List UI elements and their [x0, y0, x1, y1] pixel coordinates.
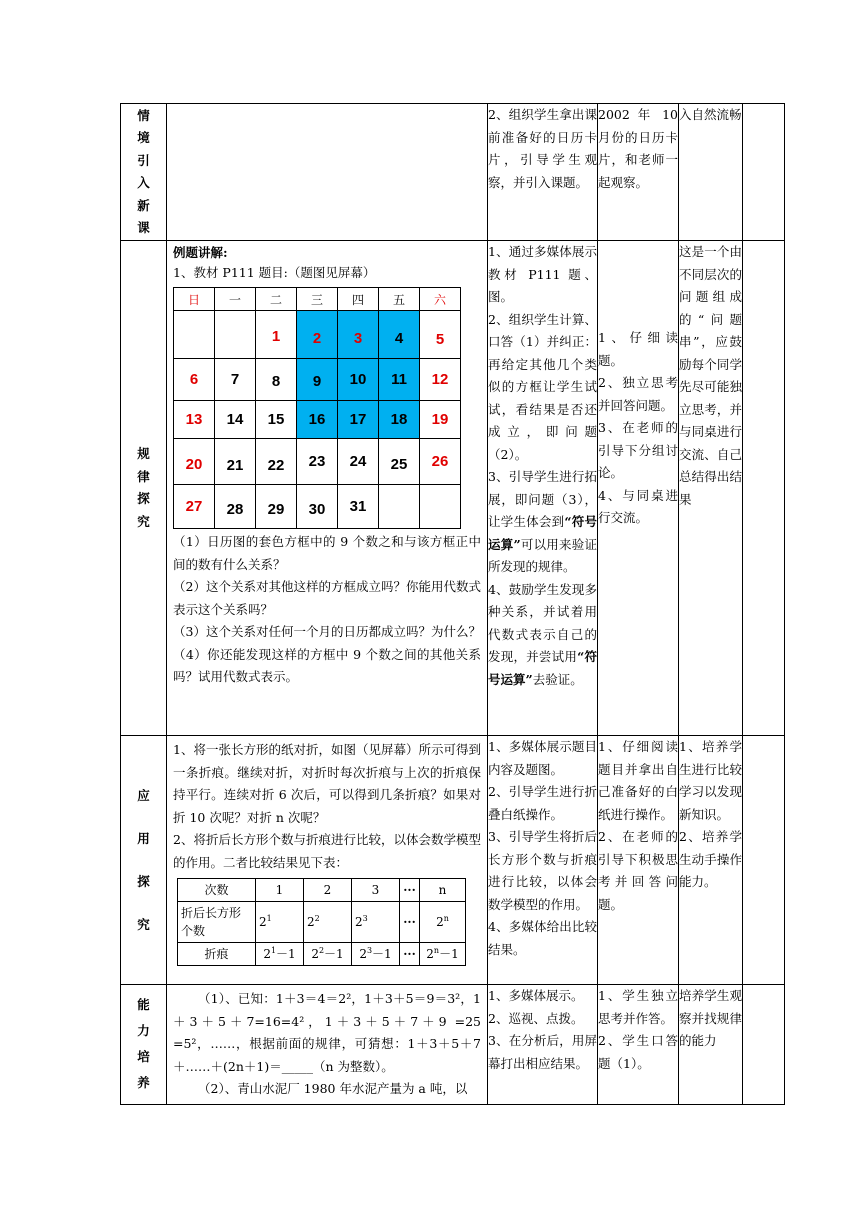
calendar-week: [174, 439, 461, 485]
calendar-day: 5: [420, 311, 461, 359]
teacher-step: 4、多媒体给出比较结果。: [488, 919, 597, 957]
fold-compare-table: [177, 878, 466, 966]
calendar-week: [174, 311, 461, 359]
calendar-day: 7: [215, 359, 256, 401]
calendar-day-highlight: 2: [297, 311, 338, 359]
calendar-day-highlight: 11: [379, 359, 420, 401]
calendar-week: [174, 485, 461, 529]
stage-label-explore: 规 律 探 究: [121, 241, 167, 736]
fold-label: 折痕: [178, 943, 256, 966]
question-4: （4）你还能发现这样的方框中 9 个数之间的其他关系吗？试用代数式表示。: [173, 646, 481, 684]
note-cell-ability: [743, 985, 785, 1105]
calendar-day: 14: [215, 401, 256, 439]
calendar-day: 8: [256, 359, 297, 401]
intent-item: 2、培养学生动手操作能力。: [679, 829, 742, 889]
intent-cell-intro: 入自然流畅: [679, 104, 743, 241]
calendar-day-highlight: 17: [338, 401, 379, 439]
weekday-label: 六: [420, 288, 461, 311]
teacher-step: 3、引导学生将折后长方形个数与折痕进行比较，以体会数学模型的作用。: [488, 829, 597, 912]
calendar-day-highlight: 4: [379, 311, 420, 359]
question-2: （2）这个关系对其他这样的方框成立吗？你能用代数式表示这个关系吗？: [173, 579, 481, 617]
calendar-day: 26: [420, 439, 461, 485]
student-step: 4、与同桌进行交流。: [598, 487, 678, 525]
calendar-day: 13: [174, 401, 215, 439]
fold-cell: $2^3$: [352, 902, 400, 943]
weekday-label: 五: [379, 288, 420, 311]
weekday-label: 一: [215, 288, 256, 311]
weekday-label: 日: [174, 288, 215, 311]
calendar-day: 6: [174, 359, 215, 401]
calendar-day: [215, 311, 256, 359]
teacher-cell-explore: [488, 241, 598, 736]
calendar-day: 1: [256, 311, 297, 359]
intent-cell-apply: [679, 736, 743, 985]
teacher-step: 4、鼓励学生发现多种关系，并试着用代数式表示自己的发现，并尝试用“符号运算”去验证。: [488, 581, 597, 687]
student-step: 2、学生口答题（1）。: [598, 1033, 678, 1071]
fold-col: 3: [352, 879, 400, 902]
note-cell-intro: [743, 104, 785, 241]
exercise-1: （1）、已知：1＋3＝4＝2²，1＋3＋5＝9＝3²，1＋3＋5＋7=16=4²，1＋3＋5＋7＋9 =25 =5²，……，根据前面的规律，可猜想：1＋3＋5＋7＋……＋(2n＋1)＝_____（n 为整数）。: [173, 991, 481, 1074]
calendar-day: [174, 311, 215, 359]
note-cell-explore: [743, 241, 785, 736]
intent-cell-explore: 这是一个由不同层次的问题组成的“问题串”，应鼓励每个同学先尽可能独立思考，并与同桌进行交流、自己总结得出结果: [679, 241, 743, 736]
teacher-step: 1、多媒体展示题目内容及题图。: [488, 739, 597, 777]
calendar-day: 30: [297, 485, 338, 529]
intent-cell-ability: 培养学生观察并找规律的能力: [679, 985, 743, 1105]
calendar-day-highlight: 18: [379, 401, 420, 439]
fold-cell: $2^1$: [256, 902, 304, 943]
calendar-day: 24: [338, 439, 379, 485]
calendar-day: 31: [338, 485, 379, 529]
fold-cell: 2$^n$: [420, 902, 466, 943]
calendar-day: 21: [215, 439, 256, 485]
student-step: 2、独立思考并回答问题。: [598, 375, 678, 413]
teacher-cell-ability: [488, 985, 598, 1105]
student-cell-ability: [598, 985, 679, 1105]
calendar-day: 22: [256, 439, 297, 485]
calendar-day: 19: [420, 401, 461, 439]
calendar-day-highlight: 9: [297, 359, 338, 401]
teacher-step: 1、多媒体展示。: [488, 988, 584, 1003]
student-step: 1、仔细阅读题目并拿出自己准备好的白纸进行操作。: [598, 739, 678, 822]
fold-cell: $2^2$: [304, 902, 352, 943]
fold-row-rects: [178, 902, 466, 943]
fold-cell: ···: [400, 902, 420, 943]
fold-row-creases: [178, 943, 466, 966]
row-ability: [121, 985, 785, 1105]
teacher-step: 3、引导学生进行拓展，即问题（3），让学生体会到“符号运算”可以用来验证所发现的规律。: [488, 469, 597, 574]
calendar-week: [174, 359, 461, 401]
fold-cell: $2^2-1$: [304, 943, 352, 966]
stage-label-ability: 能 力 培 养: [121, 985, 167, 1105]
stage-label-apply: 应 用 探 究: [121, 736, 167, 985]
content-cell-ability: [167, 985, 488, 1105]
calendar-day: [420, 485, 461, 529]
weekday-label: 二: [256, 288, 297, 311]
teacher-cell-apply: [488, 736, 598, 985]
fold-cell: $2^3-1$: [352, 943, 400, 966]
exercise-2: （2）、青山水泥厂 1980 年水泥产量为 a 吨，以: [198, 1081, 468, 1096]
problem-1: 1、将一张长方形的纸对折，如图（见屏幕）所示可得到一条折痕。继续对折，对折时每次折痕与上次的折痕保持平行。连续对折 6 次后，可以得到几条折痕？如果对折 10 次呢？对折 n 次呢？: [173, 742, 481, 825]
teacher-step: 1、通过多媒体展示教材 P111 题、图。: [488, 244, 597, 304]
calendar-day: 20: [174, 439, 215, 485]
teacher-step: 2、组织学生计算、口答（1）并纠正：再给定其他几个类似的方框让学生试试，看结果是否还成立，即问题（2）。: [488, 311, 597, 462]
student-step: 1、学生独立思考并作答。: [598, 988, 678, 1026]
fold-row-count: [178, 879, 466, 902]
example-prompt: 1、教材 P111 题目:（题图见屏幕）: [173, 265, 376, 280]
teacher-cell-intro: 2、组织学生拿出课前准备好的日历卡片，引导学生观察，并引入课题。: [488, 104, 598, 241]
calendar-day: 15: [256, 401, 297, 439]
row-intro: [121, 104, 785, 241]
fold-cell: ···: [400, 943, 420, 966]
fold-col: 1: [256, 879, 304, 902]
example-heading: 例题讲解:: [173, 245, 228, 260]
lesson-plan-table: [120, 103, 785, 1105]
calendar-day: 23: [297, 439, 338, 485]
teacher-step: 2、引导学生进行折叠白纸操作。: [488, 784, 597, 822]
calendar-day-highlight: 16: [297, 401, 338, 439]
content-cell-intro: [167, 104, 488, 241]
fold-label: 折后长方形个数: [178, 902, 256, 943]
fold-cell: $2^1-1$: [256, 943, 304, 966]
student-cell-explore: [598, 241, 679, 736]
problem-2: 2、将折后长方形个数与折痕进行比较，以体会数学模型的作用。二者比较结果见下表：: [173, 832, 481, 870]
calendar-day: 29: [256, 485, 297, 529]
calendar-week: [174, 401, 461, 439]
fold-cell: $2^n-1$: [420, 943, 466, 966]
student-step: 1、仔细读题。: [598, 330, 678, 368]
stage-label-intro: 情 境 引 入 新 课: [121, 104, 167, 241]
weekday-label: 四: [338, 288, 379, 311]
calendar-day: 25: [379, 439, 420, 485]
calendar-day: 12: [420, 359, 461, 401]
content-cell-apply: [167, 736, 488, 985]
intent-item: 1、培养学生进行比较学习以发现新知识。: [679, 739, 742, 822]
weekday-label: 三: [297, 288, 338, 311]
teacher-step: 2、巡视、点拨。: [488, 1010, 584, 1026]
content-cell-explore: [167, 241, 488, 736]
student-cell-intro: 2002 年 10 月份的日历卡片，和老师一起观察。: [598, 104, 679, 241]
row-explore: [121, 241, 785, 736]
teacher-step: 3、在分析后，用屏幕打出相应结果。: [488, 1033, 597, 1071]
fold-col: ···: [400, 879, 420, 902]
note-cell-apply: [743, 736, 785, 985]
calendar-day: 27: [174, 485, 215, 529]
calendar-day: [379, 485, 420, 529]
question-3: （3）这个关系对任何一个月的日历都成立吗？为什么？: [173, 624, 481, 639]
student-step: 2、在老师的引导下积极思考并回答问题。: [598, 829, 678, 912]
fold-col: n: [420, 879, 466, 902]
student-cell-apply: [598, 736, 679, 985]
calendar-header: [174, 288, 461, 311]
calendar-day-highlight: 3: [338, 311, 379, 359]
row-apply: [121, 736, 785, 985]
calendar-day-highlight: 10: [338, 359, 379, 401]
fold-label: 次数: [178, 879, 256, 902]
calendar-grid: [173, 287, 461, 529]
fold-col: 2: [304, 879, 352, 902]
calendar-day: 28: [215, 485, 256, 529]
student-step: 3、在老师的引导下分组讨论。: [598, 420, 678, 480]
question-1: （1）日历图的套色方框中的 9 个数之和与该方框正中间的数有什么关系？: [173, 534, 481, 572]
